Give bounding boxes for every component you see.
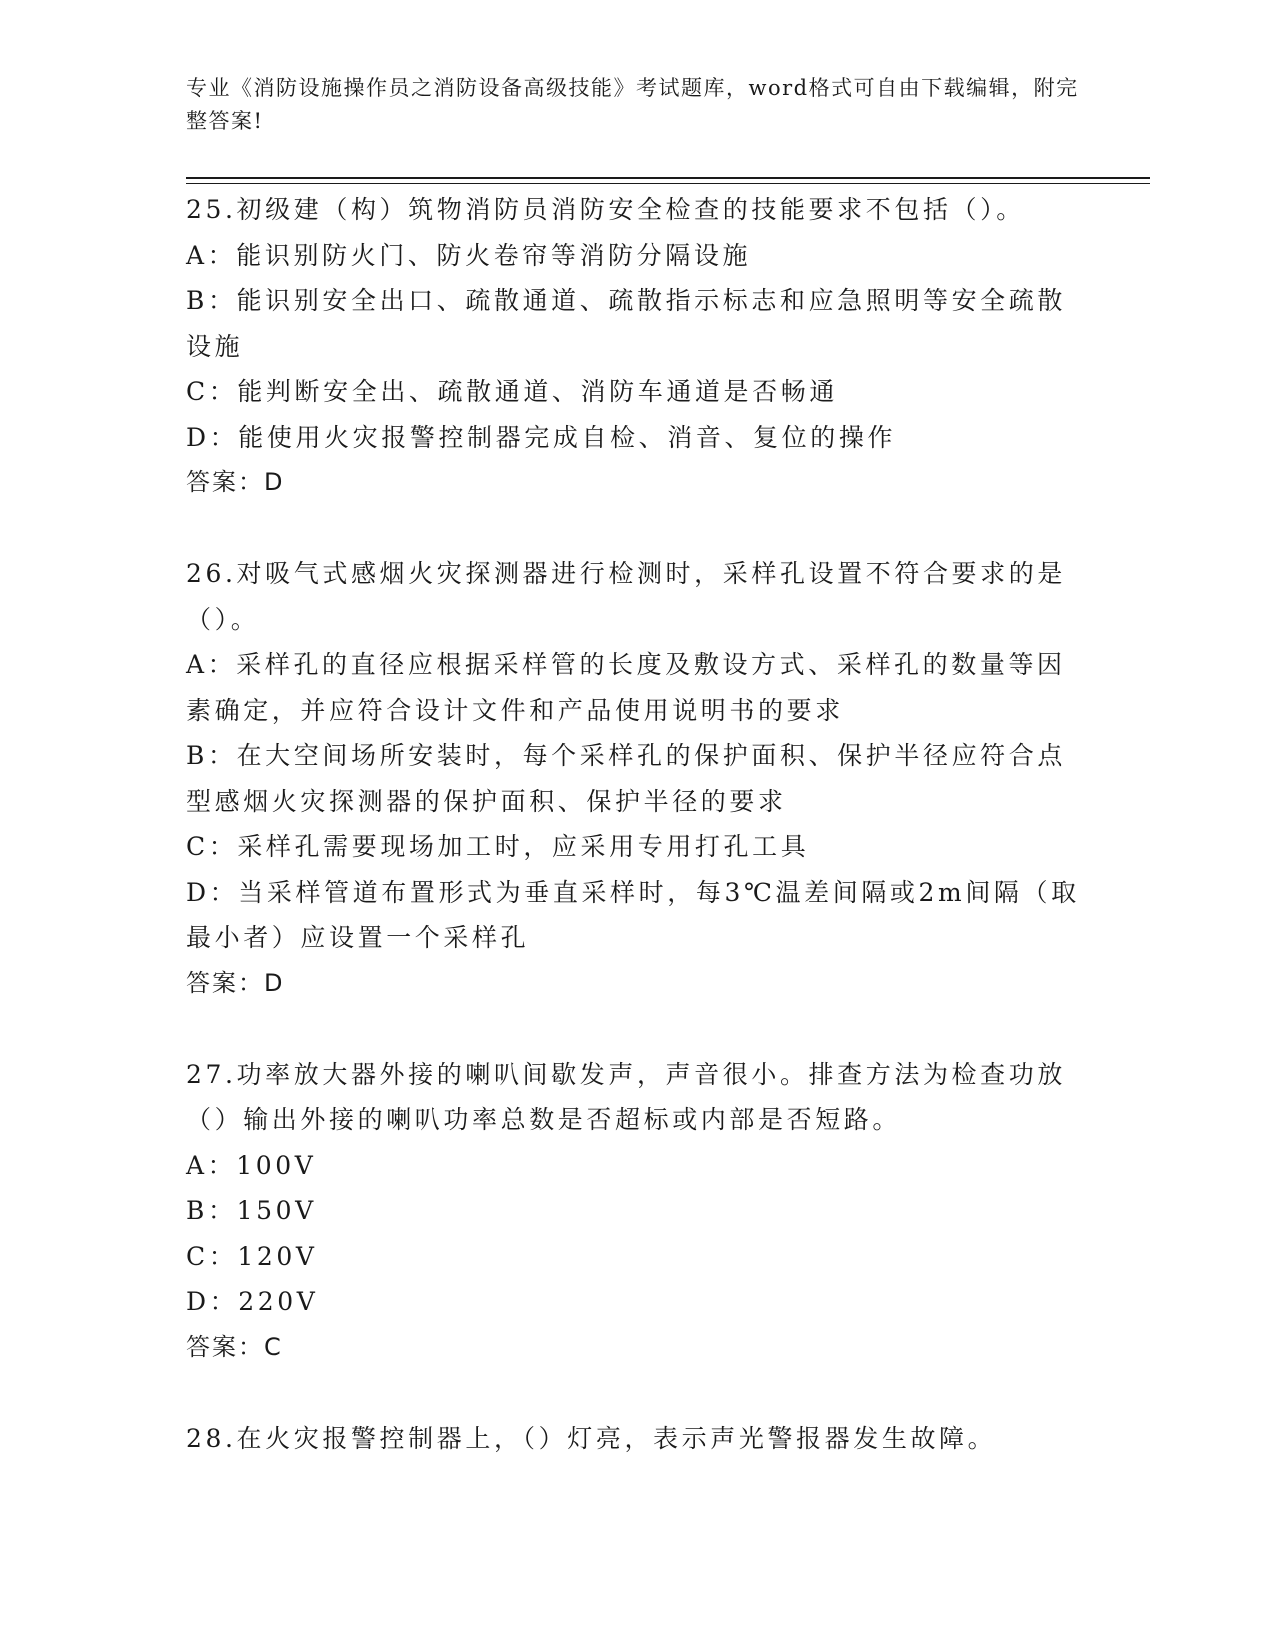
spacer: [186, 1006, 1086, 1052]
option-c: C：能判断安全出、疏散通道、消防车通道是否畅通: [186, 377, 838, 406]
question-list: [186, 187, 1086, 1461]
question-stem: 25.初级建（构）筑物消防员消防安全检查的技能要求不包括（）。: [186, 195, 1025, 224]
header-divider-thick: [186, 177, 1150, 179]
answer-text: 答案：D: [186, 468, 285, 496]
option-c: C：采样孔需要现场加工时，应采用专用打孔工具: [186, 832, 810, 861]
option-d: D：能使用火灾报警控制器完成自检、消音、复位的操作: [186, 422, 897, 452]
option-a: A：能识别防火门、防火卷帘等消防分隔设施: [186, 240, 752, 270]
option-a: A：采样孔的直径应根据采样管的长度及敷设方式、采样孔的数量等因素确定，并应符合设计文件和产品使用说明书的要求: [186, 650, 1066, 725]
option-b: B：能识别安全出口、疏散通道、疏散指示标志和应急照明等安全疏散设施: [186, 286, 1066, 361]
question-stem: 26.对吸气式感烟火灾探测器进行检测时，采样孔设置不符合要求的是（）。: [186, 559, 1066, 634]
question-item: [186, 551, 1086, 1006]
answer-text: 答案：D: [186, 968, 285, 997]
question-item: [186, 187, 1086, 505]
question-item: [186, 1052, 1086, 1370]
question-stem: 27.功率放大器外接的喇叭间歇发声，声音很小。排查方法为检查功放（）输出外接的喇叭功率总数是否超标或内部是否短路。: [186, 1059, 1066, 1134]
question-item: [186, 1416, 1086, 1462]
option-d: D：当采样管道布置形式为垂直采样时，每3℃温差间隔或2m间隔（取最小者）应设置一个采样孔: [186, 877, 1080, 952]
option-b: B：150V: [186, 1196, 317, 1225]
option-c: C：120V: [186, 1241, 318, 1271]
option-b: B：在大空间场所安装时，每个采样孔的保护面积、保护半径应符合点型感烟火灾探测器的保护面积、保护半径的要求: [186, 741, 1066, 816]
spacer: [186, 1370, 1086, 1416]
spacer: [186, 505, 1086, 551]
answer-text: 答案：C: [186, 1332, 283, 1361]
page-header: 专业《消防设施操作员之消防设备高级技能》考试题库，word格式可自由下载编辑，附完整答案!: [186, 76, 1079, 133]
option-d: D：220V: [186, 1287, 319, 1316]
header-divider-thin: [186, 183, 1150, 184]
option-a: A：100V: [186, 1150, 317, 1180]
question-stem: 28.在火灾报警控制器上，（）灯亮，表示声光警报器发生故障。: [186, 1423, 997, 1453]
